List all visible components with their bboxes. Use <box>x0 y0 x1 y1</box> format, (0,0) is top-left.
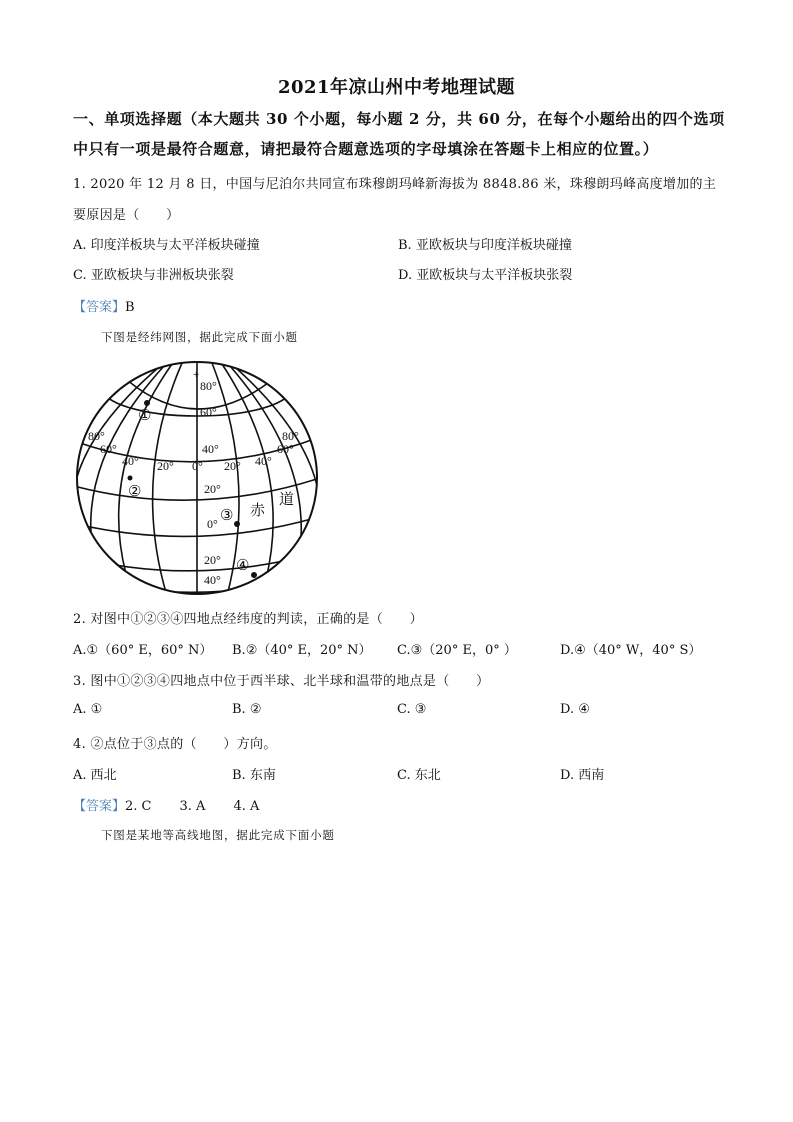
option-label: A. <box>73 768 87 783</box>
north-pole-mark: + <box>193 369 200 381</box>
question-2-stem: 2. 对图中①②③④四地点经纬度的判读，正确的是（ ） <box>73 612 423 627</box>
option-text: 东南 <box>249 768 276 783</box>
answer-q2: 2. C <box>125 799 152 814</box>
option-text: 东北 <box>414 768 441 783</box>
svg-text:20°: 20° <box>157 459 174 473</box>
graticule-globe-figure <box>72 358 322 596</box>
option-label: A. <box>73 643 87 658</box>
svg-text:60°: 60° <box>277 442 294 456</box>
page-title: 2021年凉山州中考地理试题 <box>277 77 516 98</box>
question-1-option-d <box>398 264 572 283</box>
option-label: C. <box>397 768 411 783</box>
option-text: 西北 <box>90 768 117 783</box>
svg-text:20°: 20° <box>204 482 221 496</box>
option-label: B. <box>232 702 246 717</box>
svg-text:40°: 40° <box>255 454 272 468</box>
question-2-option-c <box>397 639 517 658</box>
question-1-option-a <box>73 234 260 253</box>
option-text: 亚欧板块与太平洋板块张裂 <box>416 268 573 283</box>
svg-text:0°: 0° <box>207 517 218 531</box>
option-text: ③ <box>414 702 427 717</box>
option-text: 印度洋板块与太平洋板块碰撞 <box>90 238 260 253</box>
option-label: A. <box>73 702 87 717</box>
option-label: D. <box>398 268 413 283</box>
question-1-option-c <box>73 264 234 283</box>
option-label: B. <box>398 238 412 253</box>
option-text: ④ <box>578 702 590 717</box>
point-4-label: ④ <box>236 558 250 574</box>
svg-text:80°: 80° <box>88 429 105 443</box>
point-1-label: ① <box>138 408 152 424</box>
question-1-answer <box>73 296 135 315</box>
option-label: D. <box>560 702 575 717</box>
answer-q4: 4. A <box>233 799 260 814</box>
option-label: B. <box>232 643 246 658</box>
answer-label: 【答案】 <box>73 300 126 315</box>
answer-label: 【答案】 <box>73 799 126 814</box>
option-label: D. <box>560 643 575 658</box>
point-2-label: ② <box>128 484 142 500</box>
question-1-stem-line1: 1. 2020 年 12 月 8 日，中国与尼泊尔共同宣布珠穆朗玛峰新海拔为 8848.86 米，珠穆朗玛峰高度增加的主 <box>73 177 717 192</box>
option-text: 亚欧板块与非洲板块张裂 <box>90 268 234 283</box>
section-heading-line2: 中只有一项是最符合题意，请把最符合题意选项的字母填涂在答题卡上相应的位置。） <box>73 140 659 158</box>
option-text: ② <box>249 702 262 717</box>
question-4-option-d <box>560 764 604 783</box>
option-text: 亚欧板块与印度洋板块碰撞 <box>415 238 572 253</box>
option-label: A. <box>73 238 87 253</box>
option-text: ④（40° W，40° S） <box>574 643 702 658</box>
question-2-option-b <box>232 639 372 658</box>
question-3-option-c <box>397 702 426 717</box>
option-label: C. <box>397 643 411 658</box>
question-3-stem: 3. 图中①②③④四地点中位于西半球、北半球和温带的地点是（ ） <box>73 674 490 689</box>
svg-text:0°: 0° <box>192 459 203 473</box>
option-label: D. <box>560 768 575 783</box>
question-2-option-d <box>560 639 701 658</box>
option-label: B. <box>232 768 246 783</box>
svg-text:60°: 60° <box>100 442 117 456</box>
svg-text:60°: 60° <box>200 405 217 419</box>
option-text: ① <box>90 702 103 717</box>
question-3-option-b <box>232 702 261 717</box>
question-4-option-a <box>73 764 117 783</box>
svg-text:20°: 20° <box>224 459 241 473</box>
svg-text:40°: 40° <box>202 442 219 456</box>
answer-value: B <box>125 300 135 315</box>
question-1-option-b <box>398 234 572 253</box>
question-3-option-d <box>560 702 590 717</box>
option-text: ③（20° E，0° ） <box>410 643 517 658</box>
option-text: ②（40° E，20° N） <box>245 643 372 658</box>
svg-text:20°: 20° <box>204 553 221 567</box>
option-text: ①（60° E，60° N） <box>86 643 213 658</box>
questions-2-4-answer <box>73 795 259 814</box>
question-4-option-c <box>397 764 441 783</box>
option-text: 西南 <box>578 768 605 783</box>
svg-text:80°: 80° <box>282 429 299 443</box>
svg-text:40°: 40° <box>204 573 221 587</box>
question-2-option-a <box>73 639 212 658</box>
question-1-stem-line2: 要原因是（ ） <box>73 208 180 223</box>
section-heading-line1: 一、单项选择题（本大题共 30 个小题，每小题 2 分，共 60 分，在每个小题给出的四个选项 <box>73 110 725 128</box>
intro-graticule: 下图是经纬网图，据此完成下面小题 <box>101 330 298 344</box>
equator-label-char2: 道 <box>279 492 295 508</box>
equator-label-char1: 赤 <box>250 503 266 519</box>
option-label: C. <box>397 702 411 717</box>
point-3-label: ③ <box>220 508 234 524</box>
option-label: C. <box>73 268 87 283</box>
svg-text:80°: 80° <box>200 379 217 393</box>
intro-contour-map: 下图是某地等高线地图，据此完成下面小题 <box>101 828 335 842</box>
question-4-stem: 4. ②点位于③点的（ ）方向。 <box>73 737 277 752</box>
question-4-option-b <box>232 764 276 783</box>
answer-q3: 3. A <box>179 799 206 814</box>
svg-text:40°: 40° <box>122 454 139 468</box>
question-3-option-a <box>73 702 102 717</box>
